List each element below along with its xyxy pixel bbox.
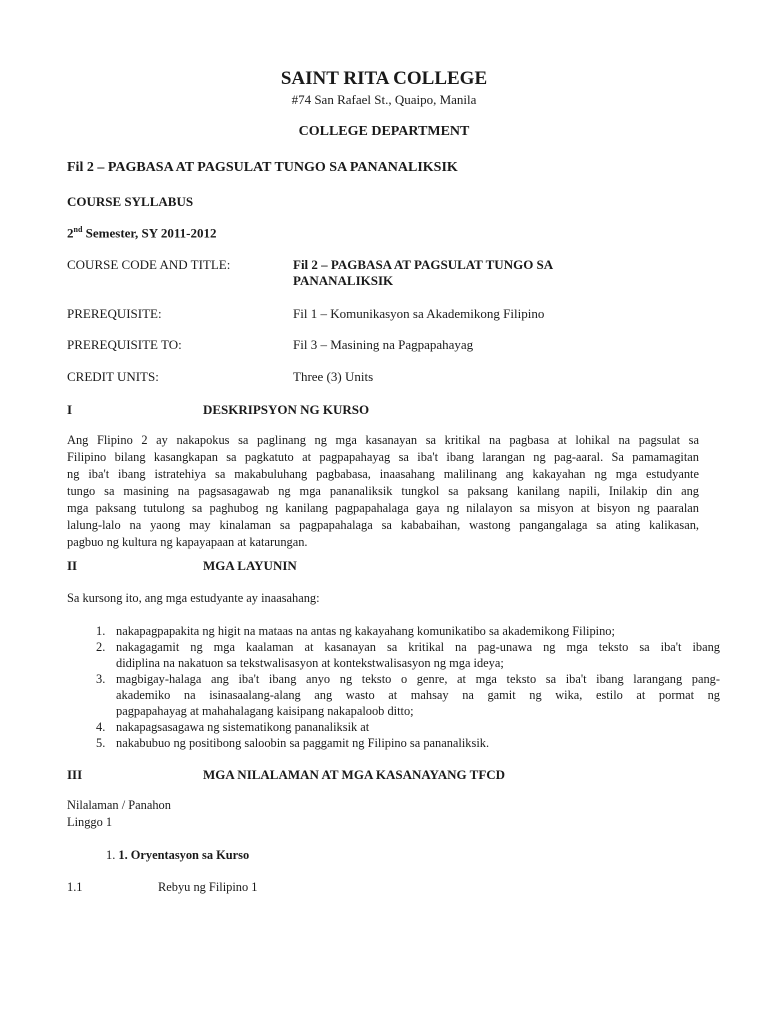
section-1-title: DESKRIPSYON NG KURSO [203,402,370,417]
description-line: Filipino bilang kasangkapan sa pagkatuto at pagpapahayag sa iba't ibang larangan ng pag-aaral. Sa pamamagitan [67,450,699,464]
description-line: Ang Flipino 2 ay nakapokus sa paglinang ng mga kasanayan sa kritikal na pagbasa at lohikal na pagsulat sa [67,433,699,447]
objective-line: nakapagpapakita ng higit na mataas na antas ng kakayahang komunikatibo sa akademikong Filipino; [116,624,615,638]
section-2-numeral: II [67,558,78,573]
description-line: mga paksang tutulong sa paghubog ng kanilang pagpapahalaga gaya ng nilalayon sa misyon at bisyon ng paaralan [67,501,699,515]
prerequisite-to-value: Fil 3 – Masining na Pagpapahayag [293,337,474,352]
objective-line: magbigay-halaga ang iba't ibang anyo ng teksto o genre, at mga teksto sa iba't ibang larangang pang- [116,672,720,686]
semester-ordinal-suffix: nd [73,225,83,234]
credit-units-value: Three (3) Units [293,369,374,384]
objective-line: didiplina na nakatuon sa tekstwalisasyon at kontekstwalisasyon ng mga ideya; [116,656,504,670]
description-line: lalung-lalo na yaong may kinalaman sa pagpapahalaga sa kababaihan, wastong pangangalaga sa ating kalikasan, [67,518,699,532]
course-code-value-line2: PANANALIKSIK [293,273,394,288]
topic-prefix: 1. [106,848,119,862]
objective-line: nakagagamit ng mga kaalaman at kasanayan sa kritikal na pag-unawa ng mga teksto sa iba't ibang [116,640,720,654]
objective-line: akademiko na isinasaalang-alang ang wasto at mahsay na gamit ng wika, estilo at pormat ng [116,688,720,702]
topic-heading [106,848,249,863]
objectives-intro: Sa kursong ito, ang mga estudyante ay inaasahang: [67,591,320,605]
objective-number: 2. [96,640,106,654]
section-1-numeral: I [67,402,73,417]
topic-title: 1. Oryentasyon sa Kurso [118,848,250,862]
section-2-title: MGA LAYUNIN [203,558,297,573]
course-code-label: COURSE CODE AND TITLE: [67,257,231,272]
semester-ordinal: 2 [67,225,74,241]
section-3-numeral: III [67,767,83,782]
week-label: Linggo 1 [67,815,113,829]
semester-line [67,225,217,241]
prerequisite-to-label: PREREQUISITE TO: [67,337,182,352]
college-name: SAINT RITA COLLEGE [280,68,488,89]
college-address: #74 San Rafael St., Quaipo, Manila [291,92,477,107]
course-code-value-line1: Fil 2 – PAGBASA AT PAGSULAT TUNGO SA [293,257,554,272]
description-line: ng iba't ibang istratehiya sa makabuluhang pagbabasa, inaasahang malilinang ang kakayahan ng mga estudyante [67,467,699,481]
document-type: COURSE SYLLABUS [67,194,194,209]
objective-number: 1. [96,624,106,638]
objective-number: 5. [96,736,106,750]
prerequisite-label: PREREQUISITE: [67,306,162,321]
credit-units-label: CREDIT UNITS: [67,369,159,384]
objective-number: 3. [96,672,106,686]
objective-line: pagpapahayag at mahahalagang kaisipang nakapaloob ditto; [116,704,414,718]
content-period-label: Nilalaman / Panahon [67,798,171,812]
subtopic-number: 1.1 [67,880,83,894]
objective-number: 4. [96,720,106,734]
section-3-title: MGA NILALAMAN AT MGA KASANAYANG TFCD [203,767,506,782]
course-heading: Fil 2 – PAGBASA AT PAGSULAT TUNGO SA PANANALIKSIK [67,160,458,175]
department-title: COLLEGE DEPARTMENT [298,124,470,139]
objective-line: nakapagsasagawa ng sistematikong pananaliksik at [116,720,370,734]
description-line: pagbuo ng kultura ng kapayapaan at katarungan. [67,535,308,549]
semester-text: Semester, SY 2011-2012 [82,225,217,241]
course-description [67,432,699,551]
subtopic-text: Rebyu ng Filipino 1 [158,880,258,894]
prerequisite-value: Fil 1 – Komunikasyon sa Akademikong Filipino [293,306,545,321]
description-line: tungo sa masining na pagsasagawab ng mga pananaliksik tungkol sa paksang kanilang napili, Inilakip din ang [67,484,699,498]
objective-line: nakabubuo ng positibong saloobin sa paggamit ng Filipino sa pananaliksik. [116,736,490,750]
